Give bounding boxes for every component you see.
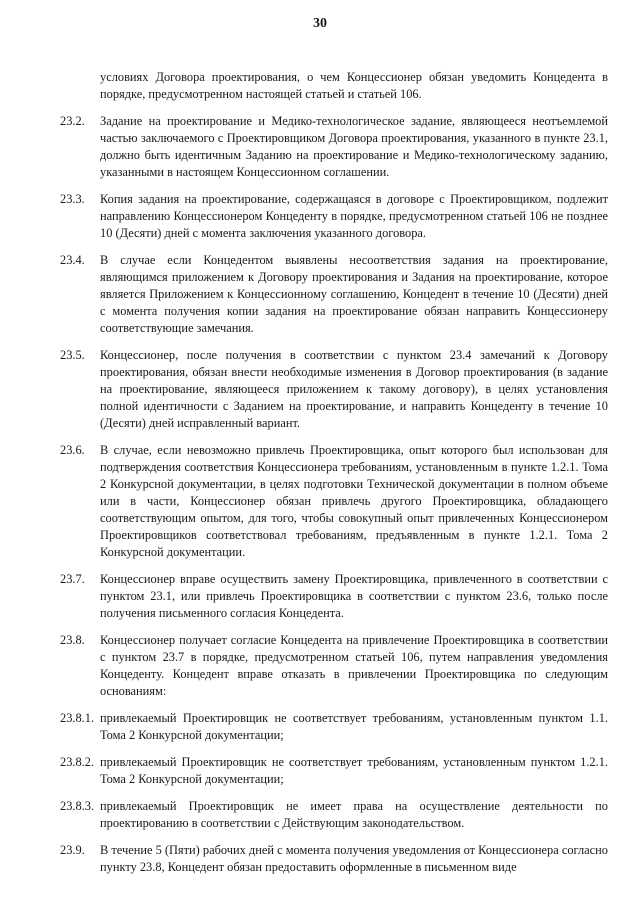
page-number: 30 (313, 16, 327, 31)
clause-text: привлекаемый Проектировщик не соответствует требованиям, установленным пунктом 1.1. Тома 2 Конкурсной документации; (100, 711, 608, 742)
clause-number: 23.8.2. (60, 755, 95, 769)
paragraph-continuation (60, 69, 608, 103)
paragraph-text: условиях Договора проектирования, о чем Концессионер обязан уведомить Концедента в порядке, предусмотренном настоящей статьей и статьей 106. (100, 70, 608, 101)
clause-number: 23.4. (60, 253, 85, 267)
clause-number: 23.8. (60, 633, 85, 647)
document-body (60, 69, 608, 886)
clause-text: Копия задания на проектирование, содержащаяся в договоре с Проектировщиком, подлежит направлению Концессионером Концеденту в порядке, предусмотренном статьей 106 не позднее 10 (Десяти) дней с момента заключения указанного договора. (100, 192, 608, 240)
clause-23-8-2 (60, 754, 608, 788)
clause-text: Концессионер получает согласие Концедента на привлечение Проектировщика в соответствии с пунктом 23.7 в порядке, предусмотренном статьей 106, путем направления уведомления Концеденту. Концедент вправе отказать в привлечении Проектировщика по следующим основаниям: (100, 633, 608, 698)
clause-number: 23.9. (60, 843, 85, 857)
clause-text: Задание на проектирование и Медико-технологическое задание, являющееся неотъемлемой частью заключаемого с Проектировщиком Договора проектирования, указанного в пункте 23.1, должно быть идентичным Заданию на проектирование и Медико-технологическому заданию, указанными в настоящем Концессионном соглашении. (100, 114, 608, 179)
clause-text: привлекаемый Проектировщик не имеет права на осуществление деятельности по проектированию в соответствии с Действующим законодательством. (100, 799, 608, 830)
clause-number: 23.2. (60, 114, 85, 128)
clause-23-8 (60, 632, 608, 700)
clause-number: 23.8.1. (60, 711, 95, 725)
clause-text: привлекаемый Проектировщик не соответствует требованиям, установленным пунктом 1.2.1. Тома 2 Конкурсной документации; (100, 755, 608, 786)
clause-number: 23.5. (60, 348, 85, 362)
clause-23-8-1 (60, 710, 608, 744)
clause-23-9 (60, 842, 608, 876)
clause-text: В случае если Концедентом выявлены несоответствия задания на проектирование, являющимся приложением к Договору проектирования и Задания на проектирование, которое является Приложением к Концессионному соглашению, Концедент в течение 10 (Десяти) дней с момента получения копии задания на проектирование обязан направить Концессионеру соответствующие замечания. (100, 253, 608, 335)
clause-23-7 (60, 571, 608, 622)
clause-text: В случае, если невозможно привлечь Проектировщика, опыт которого был использован для подтверждения соответствия Концессионера требованиям, установленным в пункте 1.2.1. Тома 2 Конкурсной документации, в целях подготовки Технической документации в полном объеме или в части, Концессионер обязан привлечь другого Проектировщика, обладающего соответствующим опытом, для того, чтобы совокупный опыт привлеченных Концессионером Проектировщиков соответствовал требованиям, предъявленным в пункте 1.2.1. Тома 2 Конкурсной документации. (100, 443, 608, 559)
clause-23-6 (60, 442, 608, 561)
clause-23-3 (60, 191, 608, 242)
clause-text: Концессионер вправе осуществить замену Проектировщика, привлеченного в соответствии с пунктом 23.1, или привлечь Проектировщика в соответствии с пунктом 23.6, только после получения письменного согласия Концедента. (100, 572, 608, 620)
clause-23-4 (60, 252, 608, 337)
clause-number: 23.3. (60, 192, 85, 206)
clause-23-5 (60, 347, 608, 432)
clause-number: 23.7. (60, 572, 85, 586)
clause-text: Концессионер, после получения в соответствии с пунктом 23.4 замечаний к Договору проектирования, обязан внести необходимые изменения в Договор проектирования (в задание на проектирование, являющееся приложением к такому договору), в целях установления полной идентичности с Заданием на проектирование, и направить Концеденту в течение 10 (Десяти) дней исправленный вариант. (100, 348, 608, 430)
clause-23-2 (60, 113, 608, 181)
clause-number: 23.6. (60, 443, 85, 457)
clause-23-8-3 (60, 798, 608, 832)
clause-text: В течение 5 (Пяти) рабочих дней с момента получения уведомления от Концессионера согласно пункту 23.8, Концедент обязан предоставить оформленные в письменном виде (100, 843, 608, 874)
clause-number: 23.8.3. (60, 799, 95, 813)
